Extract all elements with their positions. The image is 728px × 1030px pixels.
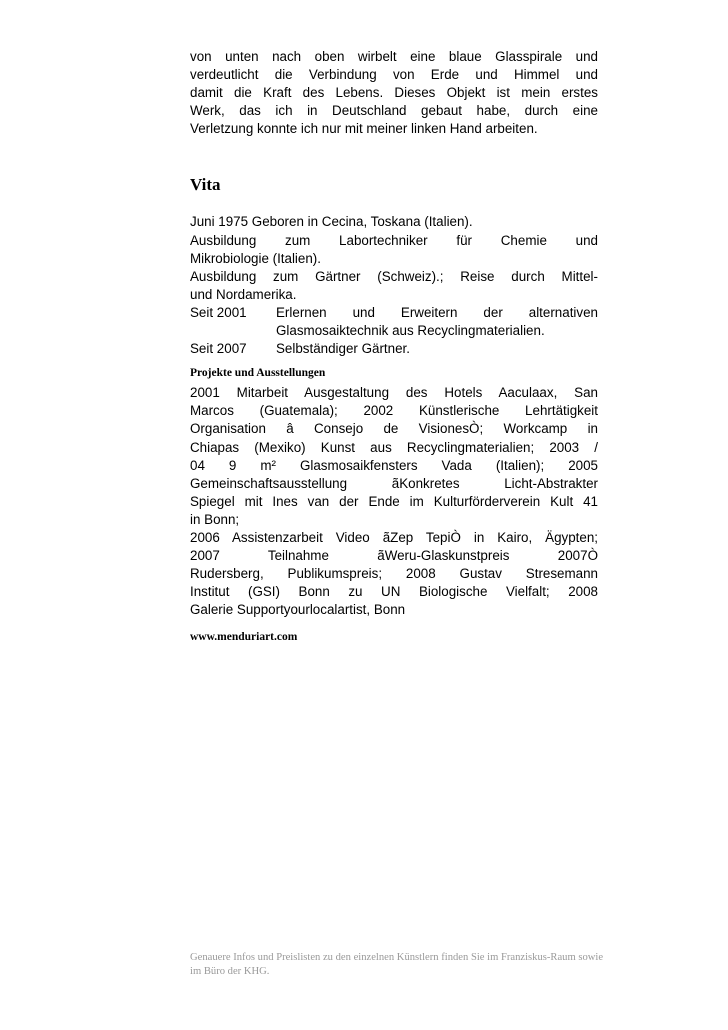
projects-line: Galerie Supportyourlocalartist, Bonn bbox=[190, 602, 406, 618]
vita-section bbox=[190, 213, 598, 358]
document-page bbox=[190, 48, 598, 643]
projects-line: 04 9 m² Glasmosaikfensters Vada (Italien); 2005 bbox=[190, 457, 598, 473]
vita-row-text bbox=[276, 304, 598, 340]
vita-row-text: Selbständiger Gärtner. bbox=[276, 341, 410, 357]
vita-line: Ausbildung zum Gärtner (Schweiz).; Reise durch Mittel- bbox=[190, 268, 598, 284]
footer-line: Genauere Infos und Preislisten zu den einzelnen Künstlern finden Sie im Franziskus-Raum sowie bbox=[190, 952, 604, 963]
vita-row-label: Seit 2001 bbox=[190, 304, 247, 320]
projects-paragraph bbox=[190, 384, 598, 619]
projects-line: Marcos (Guatemala); 2002 Künstlerische Lehrtätigkeit bbox=[190, 403, 598, 419]
intro-line: von unten nach oben wirbelt eine blaue Glasspirale und bbox=[190, 49, 598, 64]
vita-line: und Nordamerika. bbox=[190, 286, 297, 302]
projects-line: Organisation â Consejo de VisionesÒ; Workcamp in bbox=[190, 421, 598, 437]
projects-line: in Bonn; bbox=[190, 511, 240, 527]
intro-line: Werk, das ich in Deutschland gebaut habe, durch eine bbox=[190, 103, 598, 119]
vita-line: Mikrobiologie (Italien). bbox=[190, 250, 321, 266]
vita-line: Ausbildung zum Labortechniker für Chemie und bbox=[190, 232, 598, 248]
vita-heading: Vita bbox=[190, 175, 221, 195]
intro-paragraph bbox=[190, 48, 598, 138]
website-link[interactable]: www.menduriart.com bbox=[190, 631, 298, 644]
projects-line: Spiegel mit Ines van der Ende im Kulturförderverein Kult 41 bbox=[190, 493, 598, 509]
projects-line: 2001 Mitarbeit Ausgestaltung des Hotels Aaculaax, San bbox=[190, 385, 598, 401]
vita-row-label: Seit 2007 bbox=[190, 341, 247, 357]
projects-line: Chiapas (Mexiko) Kunst aus Recyclingmaterialien; 2003 / bbox=[190, 439, 598, 455]
vita-row-2007 bbox=[190, 340, 598, 358]
projects-line: Gemeinschaftsausstellung ãKonkretes Licht-Abstrakter bbox=[190, 475, 598, 491]
vita-row-text-line: Glasmosaiktechnik aus Recyclingmaterialien. bbox=[276, 323, 545, 339]
vita-line: Juni 1975 Geboren in Cecina, Toskana (Italien). bbox=[190, 214, 473, 230]
intro-line: verdeutlicht die Verbindung von Erde und Himmel und bbox=[190, 67, 598, 83]
intro-line: damit die Kraft des Lebens. Dieses Objekt ist mein erstes bbox=[190, 85, 598, 101]
projects-heading: Projekte und Ausstellungen bbox=[190, 367, 326, 380]
footer-line: im Büro der KHG. bbox=[190, 966, 270, 977]
intro-line: Verletzung konnte ich nur mit meiner linken Hand arbeiten. bbox=[190, 121, 538, 137]
projects-line: Institut (GSI) Bonn zu UN Biologische Vielfalt; 2008 bbox=[190, 584, 598, 600]
vita-row-2001 bbox=[190, 304, 598, 340]
projects-line: 2006 Assistenzarbeit Video ãZep TepiÒ in Kairo, Ägypten; bbox=[190, 529, 598, 545]
projects-line: 2007 Teilnahme ãWeru-Glaskunstpreis 2007Ò bbox=[190, 548, 598, 564]
footer-note bbox=[190, 951, 630, 979]
projects-line: Rudersberg, Publikumspreis; 2008 Gustav Stresemann bbox=[190, 566, 598, 582]
vita-row-text-line: Erlernen und Erweitern der alternativen bbox=[276, 304, 598, 320]
